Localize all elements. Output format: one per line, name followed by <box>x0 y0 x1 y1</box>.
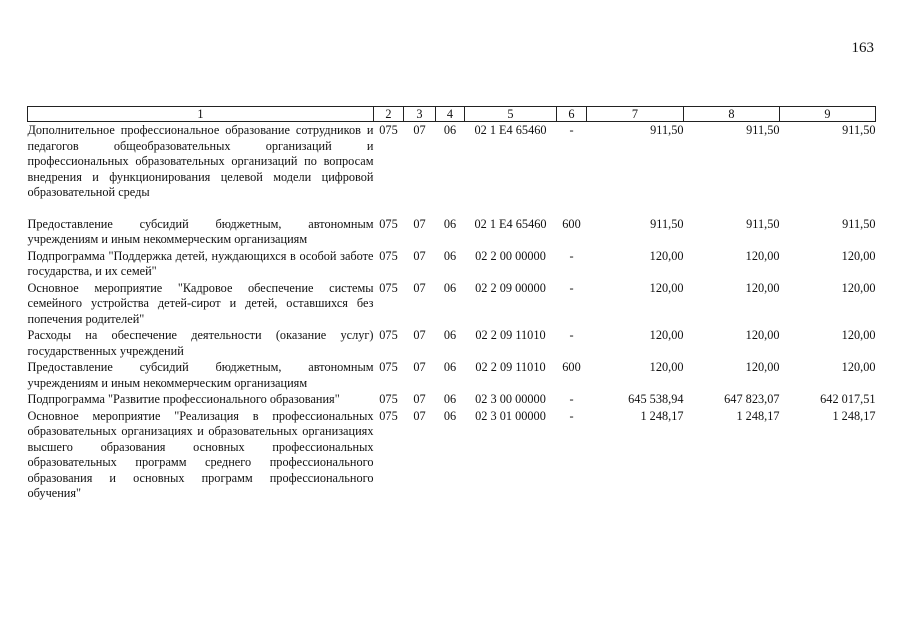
expense-type-code: - <box>569 392 574 406</box>
table-row <box>28 359 876 391</box>
ministry-code: 075 <box>379 408 398 423</box>
target-article-code: 02 2 09 00000 <box>475 280 546 295</box>
amount-col-8: 911,50 <box>746 123 780 137</box>
expense-type-code: - <box>569 123 574 137</box>
subsection-code: 06 <box>443 123 457 137</box>
ministry-code: 075 <box>379 248 398 263</box>
amount-col-9: 120,00 <box>841 280 876 295</box>
page-number: 163 <box>851 40 874 56</box>
section-code: 07 <box>413 360 426 374</box>
amount-col-9: 1 248,17 <box>832 408 876 423</box>
target-article-code: 02 2 09 11010 <box>475 360 546 374</box>
expense-type-code: 600 <box>562 216 581 231</box>
column-header-5: 5 <box>465 107 557 122</box>
column-header-3: 3 <box>404 107 436 122</box>
subsection-code: 06 <box>443 392 457 406</box>
expense-type-code: 600 <box>562 360 581 374</box>
amount-col-9: 120,00 <box>841 328 876 342</box>
table-row <box>28 248 876 280</box>
subsection-code: 06 <box>443 360 457 374</box>
table-row <box>28 122 876 216</box>
amount-col-7: 645 538,94 <box>628 392 684 406</box>
column-header-1: 1 <box>28 107 374 122</box>
row-name: Основное мероприятие "Реализация в профессиональных образовательных организациях и образовательных организациях высшего образования основных профессиональных образовательных программ среднего профессионального образования и основных программ профессионального обучения" <box>27 408 374 500</box>
subsection-code: 06 <box>443 408 457 423</box>
subsection-code: 06 <box>443 280 457 295</box>
amount-col-8: 120,00 <box>745 248 780 263</box>
target-article-code: 02 2 09 11010 <box>475 328 546 342</box>
amount-col-8: 1 248,17 <box>736 408 780 423</box>
ministry-code: 075 <box>379 360 398 374</box>
row-name: Основное мероприятие "Кадровое обеспечение системы семейного устройства детей-сирот и детей, оставшихся без попечения родителей" <box>27 280 374 326</box>
budget-table <box>27 106 876 502</box>
expense-type-code: - <box>569 328 574 342</box>
amount-col-8: 120,00 <box>745 360 780 374</box>
ministry-code: 075 <box>379 280 398 295</box>
amount-col-7: 120,00 <box>649 328 684 342</box>
amount-col-9: 120,00 <box>841 360 876 374</box>
section-code: 07 <box>413 280 426 295</box>
amount-col-9: 642 017,51 <box>820 392 876 406</box>
target-article-code: 02 3 00 00000 <box>475 392 546 406</box>
section-code: 07 <box>413 392 426 406</box>
expense-type-code: - <box>569 408 574 423</box>
target-article-code: 02 3 01 00000 <box>475 408 546 423</box>
amount-col-8: 120,00 <box>745 280 780 295</box>
expense-type-code: - <box>569 280 574 295</box>
row-name: Подпрограмма "Развитие профессионального образования" <box>27 392 340 406</box>
amount-col-9: 120,00 <box>841 248 876 263</box>
row-name: Расходы на обеспечение деятельности (оказание услуг) государственных учреждений <box>27 328 374 358</box>
ministry-code: 075 <box>379 216 398 231</box>
amount-col-8: 120,00 <box>745 328 780 342</box>
column-header-8: 8 <box>684 107 780 122</box>
column-number-header-row <box>28 107 876 122</box>
amount-col-7: 120,00 <box>649 280 684 295</box>
subsection-code: 06 <box>443 216 457 231</box>
column-header-2: 2 <box>374 107 404 122</box>
ministry-code: 075 <box>379 328 398 342</box>
table-row <box>28 280 876 328</box>
table-row <box>28 216 876 248</box>
row-name: Предоставление субсидий бюджетным, автономным учреждениям и иным некоммерческим организациям <box>27 216 374 246</box>
row-name: Дополнительное профессиональное образование сотрудников и педагогов общеобразовательных организаций и профессиональных образовательных организаций по вопросам внедрения и функционирования целевой модели цифровой образовательной среды <box>27 123 374 199</box>
target-article-code: 02 2 00 00000 <box>475 248 546 263</box>
amount-col-8: 911,50 <box>746 216 780 231</box>
amount-col-9: 911,50 <box>842 216 876 231</box>
amount-col-8: 647 823,07 <box>724 392 780 406</box>
row-name: Предоставление субсидий бюджетным, автономным учреждениям и иным некоммерческим организациям <box>27 360 374 390</box>
amount-col-9: 911,50 <box>842 123 876 137</box>
amount-col-7: 911,50 <box>650 216 684 231</box>
amount-col-7: 1 248,17 <box>640 408 684 423</box>
table-row <box>28 327 876 359</box>
subsection-code: 06 <box>443 328 457 342</box>
section-code: 07 <box>413 328 426 342</box>
row-name: Подпрограмма "Поддержка детей, нуждающихся в особой заботе государства, и их семей" <box>27 248 374 278</box>
amount-col-7: 120,00 <box>649 360 684 374</box>
subsection-code: 06 <box>443 248 457 263</box>
table-row <box>28 408 876 502</box>
section-code: 07 <box>413 123 426 137</box>
column-header-7: 7 <box>587 107 684 122</box>
column-header-6: 6 <box>557 107 587 122</box>
section-code: 07 <box>413 216 426 231</box>
table-row <box>28 391 876 408</box>
target-article-code: 02 1 E4 65460 <box>474 123 547 137</box>
column-header-9: 9 <box>780 107 876 122</box>
expense-type-code: - <box>569 248 574 263</box>
section-code: 07 <box>413 248 426 263</box>
ministry-code: 075 <box>379 392 398 406</box>
amount-col-7: 120,00 <box>649 248 684 263</box>
amount-col-7: 911,50 <box>650 123 684 137</box>
section-code: 07 <box>413 408 426 423</box>
column-header-4: 4 <box>436 107 465 122</box>
target-article-code: 02 1 E4 65460 <box>474 216 547 231</box>
ministry-code: 075 <box>379 123 398 137</box>
